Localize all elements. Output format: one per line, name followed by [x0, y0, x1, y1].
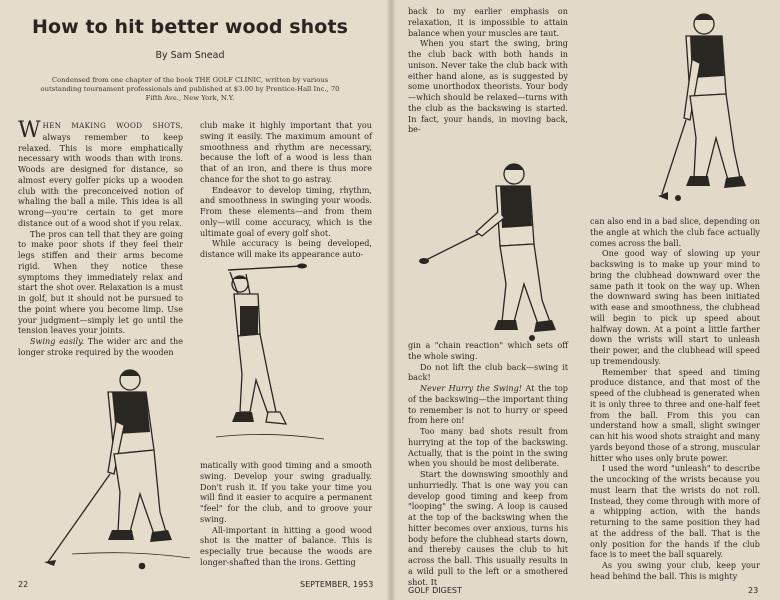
- left-column-1: [18, 120, 183, 358]
- right-page: [392, 0, 780, 600]
- paragraph-3-text: The wider arc and the longer stroke required by the wooden: [18, 336, 184, 357]
- right-column-2: [590, 216, 760, 582]
- paragraph-12: Do not lift the club back—swing it back!: [408, 361, 568, 383]
- left-column-2-bottom: [200, 460, 372, 568]
- paragraph-9: back to my earlier emphasis on relaxation, it is impossible to attain balance when your muscles are taut.: [408, 6, 568, 38]
- paragraph-4: club make it highly important that you swing it easily. The maximum amount of smoothness and rhythm are necessary, because the loft of a wood is less than that of an iron, and there is thus more chance for the shot to go astray.: [200, 120, 372, 184]
- paragraph-13: [408, 383, 568, 426]
- page-number-left: 22: [18, 580, 29, 589]
- paragraph-10: When you start the swing, bring the club back with both hands in unison. Never take the club back with either hand alone, as is suggested by some unorthodox theorists. Your body—which should be relaxed—turns with the club as the backswing is started. In fact, your hands, in moving back, be-: [408, 38, 568, 135]
- paragraph-14: Too many bad shots result from hurrying at the top of the backswing. Actually, that is the point in the swing when you should be most deliberate.: [408, 426, 568, 469]
- source-note: Condensed from one chapter of the book THE GOLF CLINIC, written by various outstanding tournament professionals and published at $3.00 by Prentice-Hall Inc., 70 Fifth Ave., New York, N.Y.: [40, 76, 340, 102]
- magazine-name: GOLF DIGEST: [408, 586, 462, 595]
- lead-in-caps: HEN MAKING WOOD SHOTS,: [42, 121, 183, 130]
- paragraph-16: can also end in a bad slice, depending on the angle at which the club face actually comes across the ball.: [590, 216, 760, 248]
- paragraph-1: [18, 120, 183, 229]
- left-column-2-top: [200, 120, 372, 260]
- paragraph-6: While accuracy is being developed, distance will make its appearance auto-: [200, 238, 372, 259]
- right-column-1-bottom: [408, 340, 568, 587]
- never-hurry-heading: Never Hurry the Swing!: [420, 383, 523, 393]
- paragraph-2: The pros can tell that they are going to make poor shots if they feel their legs stiffen and their arms become rigid. When they notice these symptoms they immediately relax and start the shot over. Relaxation is a must in golf, but it should not be pursued to the point where you become limp. Use your judgment—simply let go until the tension leaves your joints.: [18, 228, 183, 336]
- issue-date: SEPTEMBER, 1953: [300, 580, 374, 589]
- golfer-illustration-impact: [652, 10, 772, 215]
- paragraph-1-text: always remember to keep relaxed. This is more emphatically necessary with woods than with irons. Woods are designed for distance, so almost every golfer picks up a wooden club with the preconceived notion of whaling the ball a mile. This idea is all wrong—you're certain to get more distance out of a wood shot if you relax.: [18, 131, 183, 228]
- paragraph-8: All-important in hitting a good wood shot is the matter of balance. This is especially true because the woods are longer-shafted than the irons. Getting: [200, 524, 372, 567]
- paragraph-13-text: At the top of the backswing—the important thing to remember is not to hurry or speed from here on!: [408, 383, 568, 426]
- page-gutter: [386, 0, 396, 600]
- paragraph-20: As you swing your club, keep your head behind the ball. This is mighty: [590, 560, 760, 581]
- byline: By Sam Snead: [155, 50, 225, 61]
- paragraph-7: matically with good timing and a smooth swing. Develop your swing gradually. Don't rush it. If you take your time you will find it easier to acquire a permanent "feel" for the club, and to groove your swing.: [200, 460, 372, 524]
- paragraph-3: [18, 336, 183, 358]
- paragraph-18: Remember that speed and timing produce distance, and that most of the speed of the clubhead is generated when it is only three to three and one-half feet from the ball. From this you can understand how a small, slight swinger can hit his wood shots straight and many yards beyond those of a strong, muscular hitter who uses only brute power.: [590, 366, 761, 463]
- paragraph-11: gin a "chain reaction" which sets off the whole swing.: [408, 340, 568, 361]
- page-number-right: 23: [748, 586, 759, 595]
- paragraph-19: I used the word "unleash" to describe the uncocking of the wrists because you must learn that the wrists do not roll. Instead, they come through with more of a whipping action, with the hands returning to the same position they had at the address of the ball. That is the only position for the hands if the club face is to meet the ball squarely.: [590, 463, 760, 560]
- drop-cap: W: [18, 118, 41, 143]
- article-title: How to hit better wood shots: [31, 16, 349, 38]
- paragraph-17: One good way of slowing up your backswing is to make up your mind to bring the clubhead downward over the same path it took on the way up. When the downward swing has been initiated with ease and smoothness, the clubhead will begin to pick up speed about halfway down. At a point a little farther down the wrists will start to unleash their power, and the clubhead will speed up tremendously.: [590, 248, 760, 366]
- golfer-illustration-address: [42, 362, 192, 582]
- paragraph-15: Start the downswing smoothly and unhurriedly. That is one way you can develop good timing and keep from "looping" the swing. A loop is caused at the top of the backswing when the hitter becomes over anxious, turns his body before the clubhead starts down, and thereby causes the club to hit across the ball. This usually results in a wild pull to the left or a smothered shot. It: [408, 469, 568, 587]
- golfer-illustration-downswing: [412, 160, 572, 350]
- right-column-1-top: [408, 6, 568, 135]
- paragraph-5: Endeavor to develop timing, rhythm, and smoothness in swinging your woods. From these elements—and from them only—will come accuracy, which is the ultimate goal of every golf shot.: [200, 184, 372, 238]
- swing-easily-heading: Swing easily.: [30, 336, 85, 346]
- golfer-illustration-backswing: [210, 262, 330, 457]
